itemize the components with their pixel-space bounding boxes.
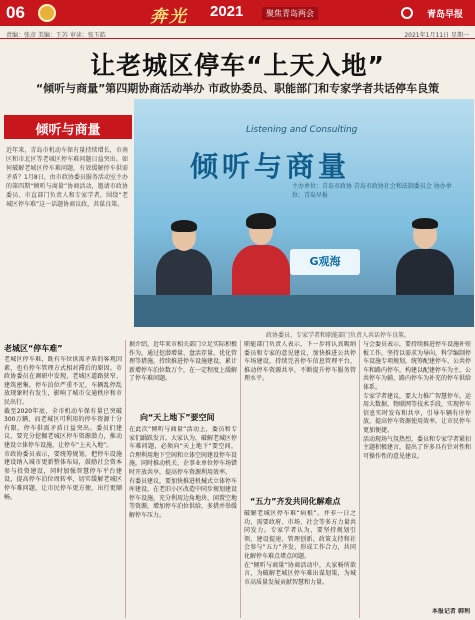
section-heading-3: “五力”齐发共同化解难点 [250,497,341,506]
photo-backdrop-title: 倾听与商量 [190,150,351,183]
section-heading-2: 向“天上地下”要空间 [140,413,215,422]
article-paragraph: 在“倾听与商量”协商活动中，大家畅所欲言，为破解老城区停车难出谋划策，为城市高质量发展贡献智慧和力量。 [244,561,356,586]
photo-backdrop-english: Listening and Consulting [246,125,358,135]
column-rule [359,340,360,618]
event-photo [134,99,474,327]
article-paragraph: 活动现场气氛热烈，委员和专家学者紧扣主题积极建言，提出了许多具有针对性和可操作性的意见建议。 [363,435,471,460]
column-rule [240,340,241,618]
emblem-icon [38,4,56,22]
newspaper-logo-icon [401,7,413,19]
subheadline: “倾听与商量”第四期协商活动举办 市政协委员、职能部门和专家学者共话停车良策 [35,82,440,95]
article-paragraph: 市政协委员表示，要统筹规划，把停车设施建设纳入城市更新整体布局，鼓励社会资本参与投资建设，同时加强智慧停车平台建设，提高停车泊位周转率，切实缓解老城区停车难问题，让市民停车更方便、出行更顺畅。 [4,450,122,501]
article-paragraph: 职能部门负责人表示，下一步将认真吸纳委员和专家的意见建议，加快推进公共停车场建设，持续完善停车信息管理平台，推动停车资源共享，不断提升停车服务管理水平。 [244,341,356,383]
column-rule [125,340,126,618]
article-paragraph: 据介绍，近年来市相关部门立足实际积极作为，通过挖潜增量、盘活存量、优化管理等措施，持续推进停车设施建设，累计新增停车泊位数万个，在一定程度上缓解了停车难问题。 [129,341,237,383]
person-center-hair [246,213,276,229]
article-paragraph: 有委员建议，要加快推进机械式立体停车库建设，在老旧小区改造中同步规划建设停车设施，充分利用边角地块、闲置空地等资源，增加停车泊位供给，多措并举缓解停车压力。 [129,477,237,519]
article-col-1 [4,356,122,618]
person-left-hair [171,220,197,232]
article-paragraph: 专家学者建议，要大力推广智慧停车，运用大数据、物联网等技术手段，实现停车信息实时发布和共享，引导车辆有序停放，提高停车资源使用效率，让市民停车更加便捷。 [363,392,471,434]
article-col-3-continued [244,510,356,618]
host-logo: G观海 [290,249,360,275]
photo-backdrop-organizers: 主办单位：青岛市政协 青岛市政协社会和法制委员会 协办单位：青岛早报 [292,183,452,199]
column-banner-text: 倾听与商量 [35,123,101,138]
editors-line: 责编：张彦 美编：王苏 审读：张玉皓 [6,32,106,39]
headline: 让老城区停车“上天入地” [90,51,385,80]
article-paragraph: 在此次“倾听与商量”活动上，委员和专家们踊跃发言。大家认为，破解老城区停车难问题，必须向“天上地下”要空间，合理利用地下空间和立体空间建设停车设施，同时推动机关、企事业单位停车场错时开放共享，提高停车资源利用效率。 [129,426,237,476]
section-label: 聚焦青岛两会 [262,7,318,20]
article-col-2-continued [129,426,237,618]
reporter-credit: 本报记者 韩利 [431,608,470,615]
newspaper-brand: 青岛早报 [426,10,463,20]
article-paragraph: 与会委员表示，要持续推进停车设施补短板工作，坚持以需求为导向，科学编制停车设施专项规划，统筹配建停车、公共停车和路内停车，构建以配建停车为主、公共停车为辅、路内停车为补充的停车供给体系。 [363,341,471,391]
date-line: 2021年1月11日 星期一 [404,32,469,39]
article-paragraph: 破解老城区停车难“病根”，并非一日之功，需要政府、市场、社会等多方力量共同发力。专家学者认为，要坚持规划引领、建设提速、管理创新、政策支持和社会参与“五力”齐发，形成工作合力，共同化解停车难点堵点问题。 [244,510,356,560]
lead-paragraph: 近年来，青岛市机动车保有量持续增长，市南区和市北区等老城区停车难问题日益突出。如何破解老城区停车难问题，有效缓解停车供需矛盾？1月8日，由市政协委员服务活动室主办的第四期“倾听与商量”协商活动，邀请市政协委员、市直部门负责人和专家学者，围绕“老城区停车难”这一话题协商议政，共谋良策。 [6,147,128,208]
masthead [0,0,475,26]
article-col-4 [363,341,471,607]
article-paragraph: 截至2020年底，全市机动车保有量已突破300万辆，而老城区可利用的停车资源十分有限，停车供需矛盾日益突出。委员们建议，要充分挖掘老城区停车资源潜力，推动建设立体停车设施，让停车“上天入地”。 [4,407,122,449]
page-number: 06 [6,3,25,22]
masthead-year: 2021 [210,3,244,20]
column-banner [4,115,132,139]
article-col-3 [244,341,356,491]
photo-caption: 政协委员、专家学者和职能部门负责人共话停车良策。 [266,332,411,339]
masthead-title: 奔光 [150,7,188,27]
desk [134,295,474,327]
article-paragraph: 老城区停车难，既有车位供需矛盾的客观因素，也有停车管理方式相对滞后的原因。市政协委员在调研中发现，老城区道路狭窄、建筑密集，停车泊位严重不足，车辆乱停乱放现象时有发生，影响了城市交通秩序和市民出行。 [4,356,122,406]
meta-bar [0,27,475,39]
section-heading-1: 老城区“停车难” [4,344,63,353]
person-right-hair [412,218,438,229]
article-col-2 [129,341,237,407]
